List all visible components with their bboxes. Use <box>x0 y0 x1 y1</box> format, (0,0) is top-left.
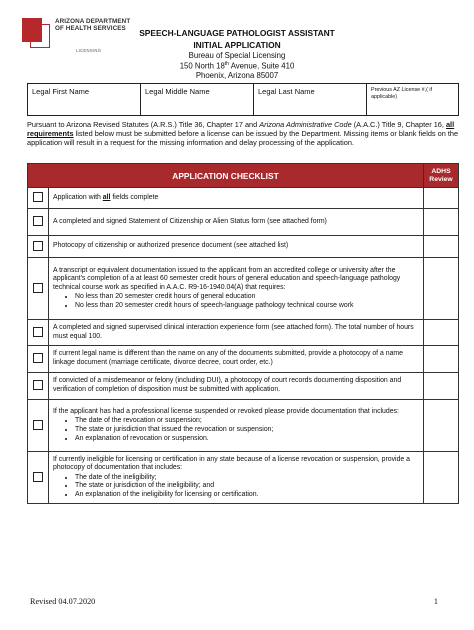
list-item: • An explanation of revocation or suspension. <box>75 435 419 444</box>
checklist-item: If the applicant has had a professional license suspended or revoked please provide documentation that includes: • The date of the revocation or suspension; • The state or jurisdiction that issued the revocation or suspension; • An explanation of revocation or suspension. <box>49 400 424 452</box>
checklist-row <box>28 373 459 400</box>
list-item: • The state or jurisdiction of the ineligibility; and <box>75 482 419 491</box>
checkbox[interactable] <box>33 283 43 293</box>
checklist-item: Photocopy of citizenship or authorized presence document (see attached list) <box>49 236 424 258</box>
checkbox[interactable] <box>33 420 43 430</box>
checkbox[interactable] <box>33 241 43 251</box>
review-cell[interactable] <box>424 209 459 236</box>
revision-date: Revised 04.07.2020 <box>30 597 96 606</box>
review-cell[interactable] <box>424 346 459 373</box>
checklist-row <box>28 346 459 373</box>
checklist-item: If currently ineligible for licensing or certification in any state because of a license revocation or suspension, provide a photocopy of documentation that includes: • The date of the ineligibility; • The state or jurisdiction of the ineligibility; and • An explanation of the ineligibility for licensing or certification. <box>49 452 424 504</box>
document-header <box>0 28 474 81</box>
review-cell[interactable] <box>424 236 459 258</box>
checkbox[interactable] <box>33 353 43 363</box>
intro-paragraph: Pursuant to Arizona Revised Statutes (A.R.S.) Title 36, Chapter 17 and Arizona Administrative Code (A.A.C.) Title 9, Chapter 16, all requirements listed below must be submitted before a license can be issued by the Department. Missing items or blank fields on the application will result in a request for the missing information and delay processing of the application. <box>27 120 459 148</box>
logo-line1: ARIZONA DEPARTMENT <box>55 18 131 25</box>
list-item: • An explanation of the ineligibility for licensing or certification. <box>75 491 419 500</box>
checkbox[interactable] <box>33 327 43 337</box>
logo-line2: OF HEALTH SERVICES <box>55 25 126 33</box>
review-cell[interactable] <box>424 188 459 209</box>
checklist-item: If convicted of a misdemeanor or felony (including DUI), a photocopy of court records documenting disposition and verification of completion of disposition must be submitted with application. <box>49 373 424 400</box>
checklist-item: A transcript or equivalent documentation issued to the applicant from an accredited college or university after the applicant's completion of a at least 60 semester credit hours of general education and speech-language pathology technical course work as specified in A.A.C. R9-16-1940.04(A) that requires: • No less than 20 semester credit hours of general education • No less than 20 semester credit hours of speech-language pathology technical course work <box>49 258 424 320</box>
name-fields-table <box>27 83 459 116</box>
checkbox[interactable] <box>33 472 43 482</box>
checklist-row <box>28 320 459 346</box>
list-item: • The date of the revocation or suspension; <box>75 417 419 426</box>
previous-license-field[interactable]: Previous AZ License #,( if applicable) <box>367 84 459 116</box>
review-cell[interactable] <box>424 373 459 400</box>
list-item: • No less than 20 semester credit hours of general education <box>75 293 419 302</box>
list-item: • No less than 20 semester credit hours of speech-language pathology technical course work <box>75 302 419 311</box>
checklist-item: A completed and signed supervised clinical interaction experience form (see attached form). The total number of hours must equal 100. <box>49 320 424 346</box>
application-checklist <box>27 163 459 504</box>
address-line2: 150 North 18th Avenue, Suite 410 <box>179 61 295 71</box>
checkbox[interactable] <box>33 380 43 390</box>
checklist-row <box>28 188 459 209</box>
checklist-row <box>28 236 459 258</box>
checklist-item: A completed and signed Statement of Citizenship or Alien Status form (see attached form) <box>49 209 424 236</box>
checklist-row <box>28 258 459 320</box>
review-cell[interactable] <box>424 452 459 504</box>
legal-last-name-field[interactable]: Legal Last Name <box>254 84 367 116</box>
adhs-review-header: ADHS Review <box>424 164 459 188</box>
checklist-row <box>28 400 459 452</box>
checklist-row <box>28 209 459 236</box>
checkbox[interactable] <box>33 216 43 226</box>
address-line3: Phoenix, Arizona 85007 <box>195 71 279 81</box>
logo-sub: LICENSING <box>76 48 102 53</box>
review-cell[interactable] <box>424 320 459 346</box>
checkbox[interactable] <box>33 192 43 202</box>
checklist-title: APPLICATION CHECKLIST <box>28 164 424 188</box>
checklist-item: If current legal name is different than the name on any of the documents submitted, provide a photocopy of a name linkage document (marriage certificate, divorce decree, court order, etc.) <box>49 346 424 373</box>
legal-middle-name-field[interactable]: Legal Middle Name <box>141 84 254 116</box>
address-line1: Bureau of Special Licensing <box>188 51 286 60</box>
review-cell[interactable] <box>424 400 459 452</box>
document-title: SPEECH-LANGUAGE PATHOLOGIST ASSISTANT <box>139 28 335 38</box>
checklist-row <box>28 452 459 504</box>
document-subtitle: INITIAL APPLICATION <box>193 40 281 50</box>
legal-first-name-field[interactable]: Legal First Name <box>28 84 141 116</box>
list-item: • The state or jurisdiction that issued the revocation or suspension; <box>75 426 419 435</box>
review-cell[interactable] <box>424 258 459 320</box>
checklist-item: Application with all fields complete <box>49 188 424 209</box>
list-item: • The date of the ineligibility; <box>75 474 419 483</box>
page-number: 1 <box>433 597 438 606</box>
